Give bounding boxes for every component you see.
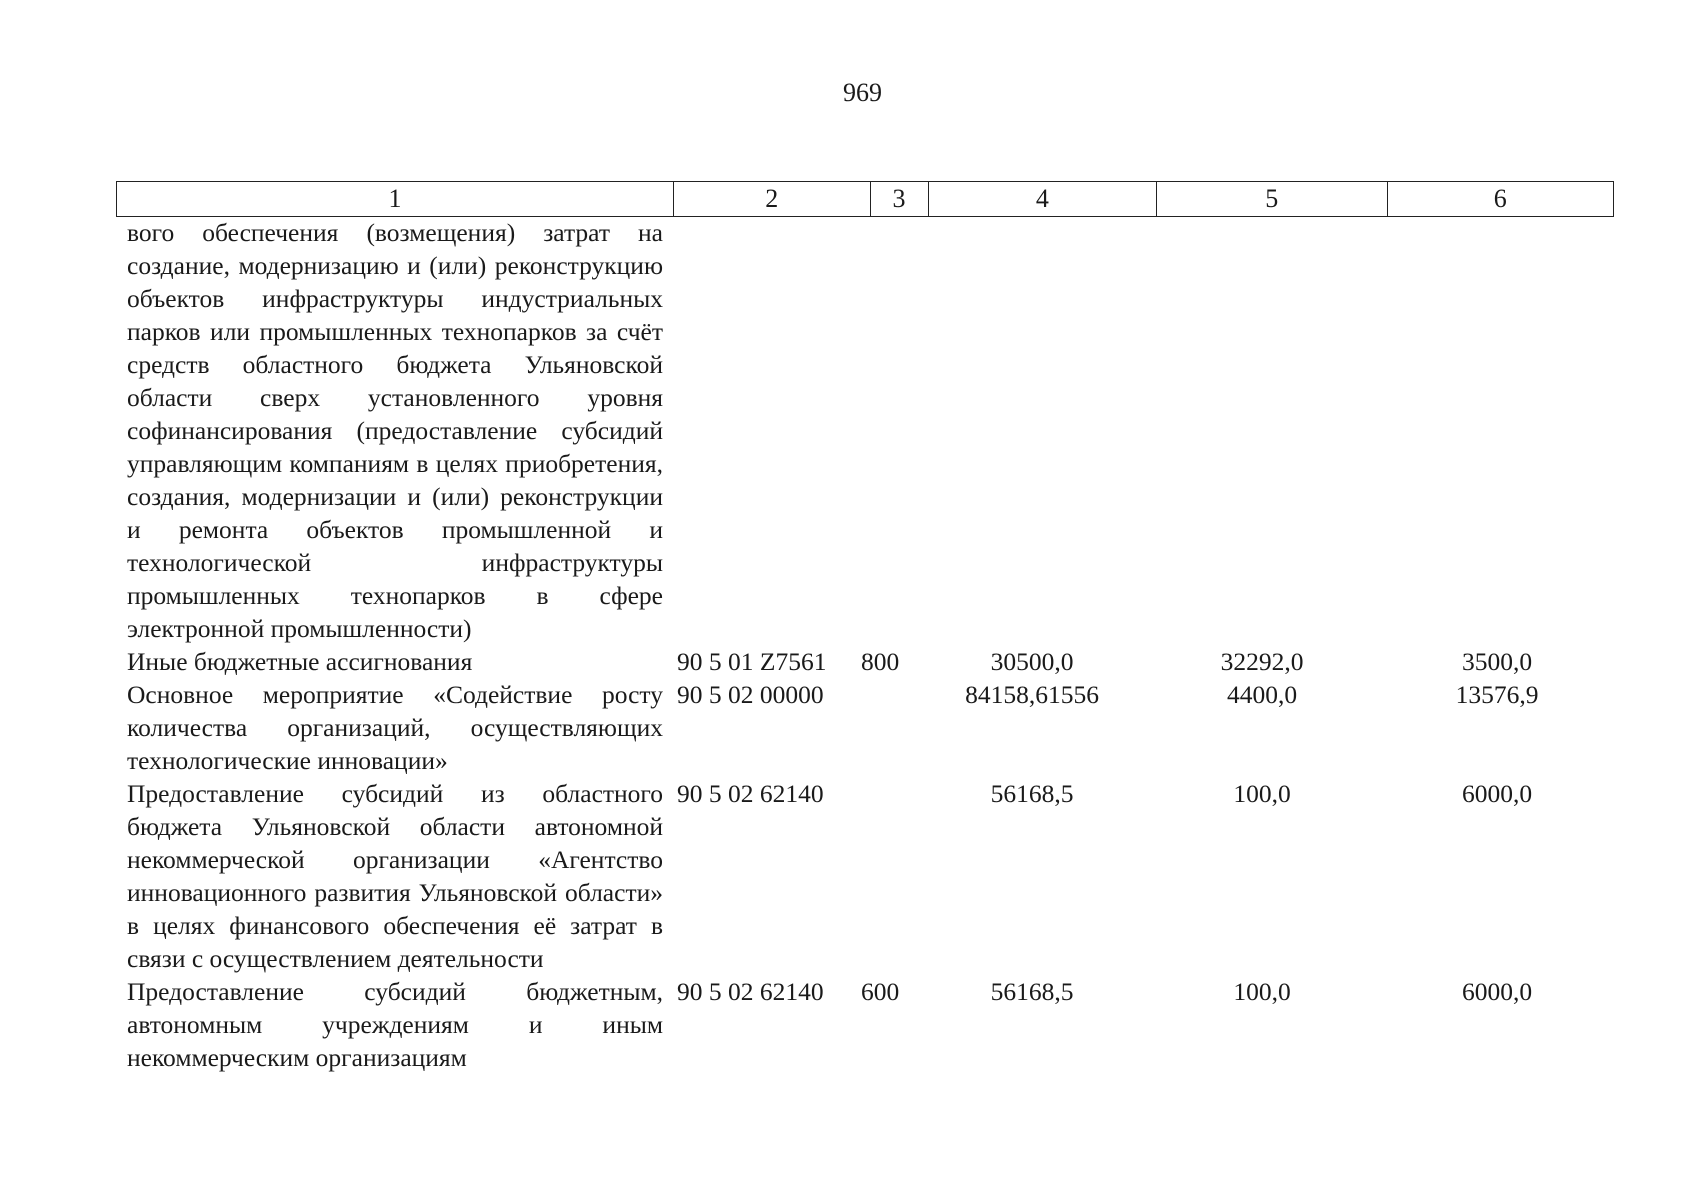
row-name: вого обеспечения (возмещения) затрат на создание, модернизацию и (или) реконструкцию объектов инфраструктуры индустриальных парков или промышленных технопарков за счёт средств областного бюджета Ульяновской области сверх установленного уровня софинансирования (предоставление субсидий управляющим компаниям в целях приобретения, создания, модернизации и (или) реконструкции и ремонта объектов промышленной и технологической инфраструктуры промышленных технопарков в сфере электронной промышленности): [127, 218, 663, 643]
row-name: Основное мероприятие «Содействие росту количества организаций, осуществляющих технологические инновации»: [127, 680, 663, 775]
row-value-4: 56168,5: [990, 779, 1074, 808]
row-value-5: 100,0: [1233, 977, 1291, 1006]
row-name-cell: [127, 678, 667, 777]
row-type: [857, 216, 917, 645]
row-value-6: 6000,0: [1461, 977, 1533, 1006]
column-header-5: 5: [1157, 182, 1387, 217]
table-row: [127, 678, 1617, 777]
row-value-5: 100,0: [1233, 779, 1291, 808]
table-row: [127, 645, 1617, 678]
row-type: 800: [861, 647, 900, 676]
column-header-1: 1: [117, 182, 674, 217]
budget-table: [127, 216, 1617, 1074]
row-value-4: 56168,5: [990, 977, 1074, 1006]
column-header-6: 6: [1387, 182, 1613, 217]
column-header-3: 3: [870, 182, 928, 217]
table-row: [127, 216, 1617, 645]
row-code: 90 5 02 62140: [677, 779, 824, 808]
table-row: [127, 975, 1617, 1074]
page-number: 969: [843, 78, 882, 107]
row-value-5: 32292,0: [1220, 647, 1304, 676]
row-value-6: 13576,9: [1455, 680, 1539, 709]
row-name-cell: [127, 645, 667, 678]
column-header-row: [116, 181, 1614, 217]
row-name: Предоставление субсидий бюджетным, автономным учреждениям и иным некоммерческим организациям: [127, 977, 663, 1072]
row-type: 600: [861, 977, 900, 1006]
row-type: [857, 678, 917, 777]
row-value-5: [1147, 216, 1377, 645]
row-code: 90 5 01 Z7561: [677, 647, 827, 676]
row-value-4: 84158,61556: [965, 680, 1099, 709]
row-value-4: [917, 216, 1147, 645]
row-name-cell: [127, 777, 667, 975]
row-name-cell: [127, 216, 667, 645]
row-code: 90 5 02 62140: [677, 977, 824, 1006]
table-row: [127, 777, 1617, 975]
row-value-6: [1377, 216, 1617, 645]
column-header-4: 4: [928, 182, 1156, 217]
row-code: 90 5 02 00000: [677, 680, 824, 709]
column-header-2: 2: [674, 182, 870, 217]
row-value-6: 3500,0: [1461, 647, 1533, 676]
row-name-cell: [127, 975, 667, 1074]
row-type: [857, 777, 917, 975]
row-value-6: 6000,0: [1461, 779, 1533, 808]
row-code: [667, 216, 857, 645]
row-name: Предоставление субсидий из областного бюджета Ульяновской области автономной некоммерческой организации «Агентство инновационного развития Ульяновской области» в целях финансового обеспечения её затрат в связи с осуществлением деятельности: [127, 779, 663, 973]
row-name: Иные бюджетные ассигнования: [127, 647, 473, 676]
row-value-4: 30500,0: [990, 647, 1074, 676]
row-value-5: 4400,0: [1226, 680, 1298, 709]
